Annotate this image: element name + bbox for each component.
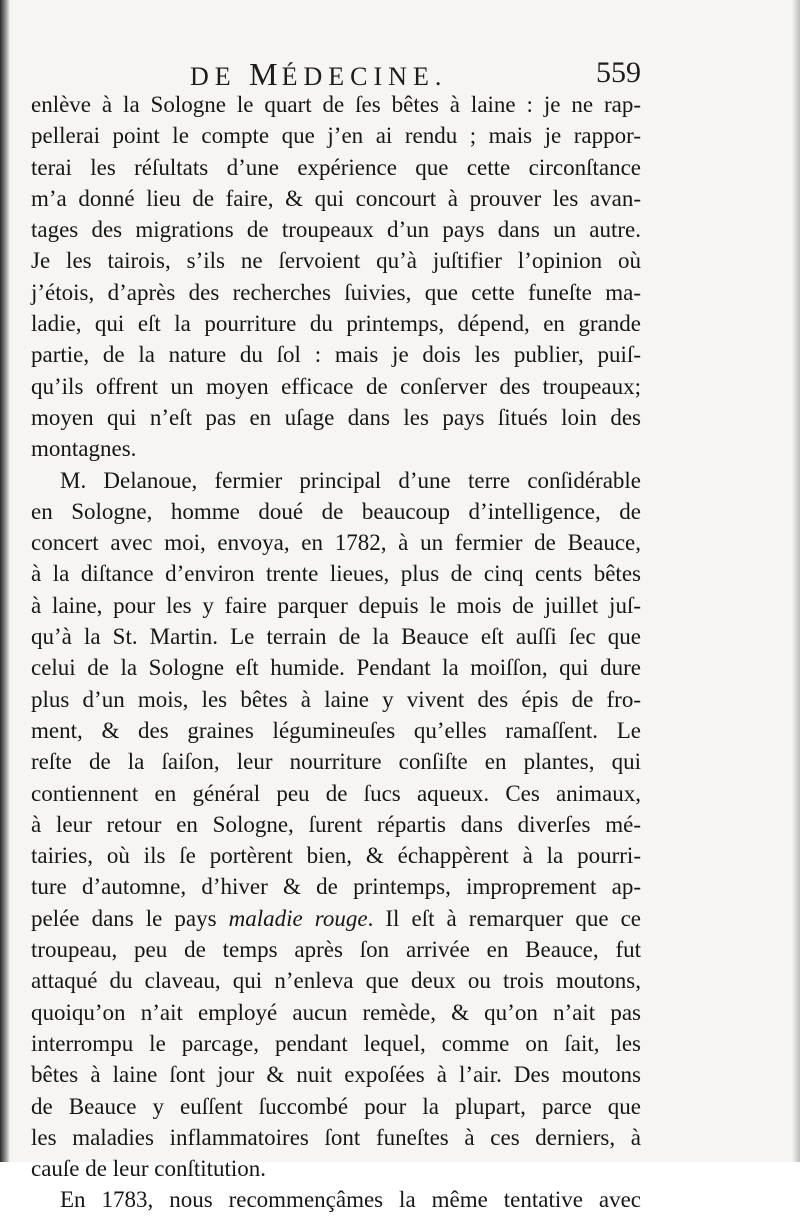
text-line: contiennent en général peu de ſucs aqueux. Ces animaux,: [31, 780, 641, 806]
text-line: reſte de la ſaiſon, leur nourriture conſiſte en plantes, qui: [31, 749, 641, 775]
text-line: qu’ils offrent un moyen efficace de conſerver des troupeaux;: [31, 373, 641, 399]
text-line: quoiqu’on n’ait employé aucun remède, & qu’on n’ait pas: [31, 999, 641, 1025]
text-line: En 1783, nous recommençâmes la même tentative avec: [60, 1187, 641, 1213]
text-line: bêtes à laine ſont jour & nuit expoſées à l’air. Des moutons: [31, 1062, 641, 1088]
text-line: ment, & des graines légumineuſes qu’elles ramaſſent. Le: [31, 717, 641, 743]
body-text: [31, 89, 641, 1216]
page-edge: [792, 0, 800, 1162]
text-line: m’a donné lieu de faire, & qui concourt à prouver les avan-: [31, 185, 641, 211]
text-line: à leur retour en Sologne, ſurent répartis dans diverſes mé-: [31, 811, 641, 837]
text-line: qu’à la St. Martin. Le terrain de la Beauce eſt auſſi ſec que: [31, 624, 641, 650]
text-line: pelée dans le pays maladie rouge. Il eſt à remarquer que ce: [31, 905, 641, 931]
text-line: troupeau, peu de temps après ſon arrivée en Beauce, fut: [31, 937, 641, 963]
text-line: celui de la Sologne eſt humide. Pendant la moiſſon, qui dure: [31, 655, 641, 681]
text-line: tages des migrations de troupeaux d’un pays dans un autre.: [31, 217, 641, 243]
text-line: pellerai point le compte que j’en ai rendu ; mais je rappor-: [31, 123, 641, 149]
running-head: [190, 56, 447, 93]
running-head-prefix: DE: [190, 62, 237, 91]
text-line: à la diſtance d’environ trente lieues, plus de cinq cents bêtes: [31, 561, 641, 587]
text-line: les maladies inflammatoires ſont funeſtes à ces derniers, à: [31, 1124, 641, 1150]
running-head-cap: M: [249, 56, 282, 92]
text-line: partie, de la nature du ſol : mais je dois les publier, puiſ-: [31, 342, 641, 368]
text-line: M. Delanoue, fermier principal d’une terre conſidérable: [60, 467, 641, 493]
text-line: j’étois, d’après des recherches ſuivies, que cette funeſte ma-: [31, 279, 641, 305]
text-line: attaqué du claveau, qui n’enleva que deux ou trois moutons,: [31, 968, 641, 994]
paragraph-2: [31, 465, 641, 1185]
binding-shadow: [0, 0, 10, 1162]
text-line: de Beauce y euſſent ſuccombé pour la plupart, parce que: [31, 1093, 641, 1119]
page-number: 559: [596, 56, 641, 89]
text-line: enlève à la Sologne le quart de ſes bêtes à laine : je ne rap-: [31, 92, 641, 117]
text-line: ture d’automne, d’hiver & de printemps, improprement ap-: [31, 874, 641, 900]
running-head-rest: ÉDECINE.: [281, 62, 448, 91]
text-line: montagnes.: [31, 436, 137, 462]
text-line: interrompu le parcage, pendant lequel, comme on ſait, les: [31, 1030, 641, 1056]
text-line: ladie, qui eſt la pourriture du printemps, dépend, en grande: [31, 311, 641, 337]
text-line: moyen qui n’eſt pas en uſage dans les pays ſitués loin des: [31, 404, 641, 430]
text-line: terai les réſultats d’une expérience que cette circonſtance: [31, 154, 641, 180]
text-line: en Sologne, homme doué de beaucoup d’intelligence, de: [31, 498, 641, 524]
text-line: tairies, où ils ſe portèrent bien, & échappèrent à la pourri-: [31, 843, 641, 869]
paragraph-1: [31, 89, 641, 465]
text-line: à laine, pour les y faire parquer depuis le mois de juillet juſ-: [31, 592, 641, 618]
text-line: cauſe de leur conſtitution.: [31, 1156, 267, 1182]
text-line: concert avec moi, envoya, en 1782, à un fermier de Beauce,: [31, 530, 641, 556]
text-line: plus d’un mois, les bêtes à laine y vivent des épis de fro-: [31, 686, 641, 712]
text-line: Je les tairois, s’ils ne ſervoient qu’à juſtifier l’opinion où: [31, 248, 641, 274]
paragraph-3: [31, 1184, 641, 1215]
